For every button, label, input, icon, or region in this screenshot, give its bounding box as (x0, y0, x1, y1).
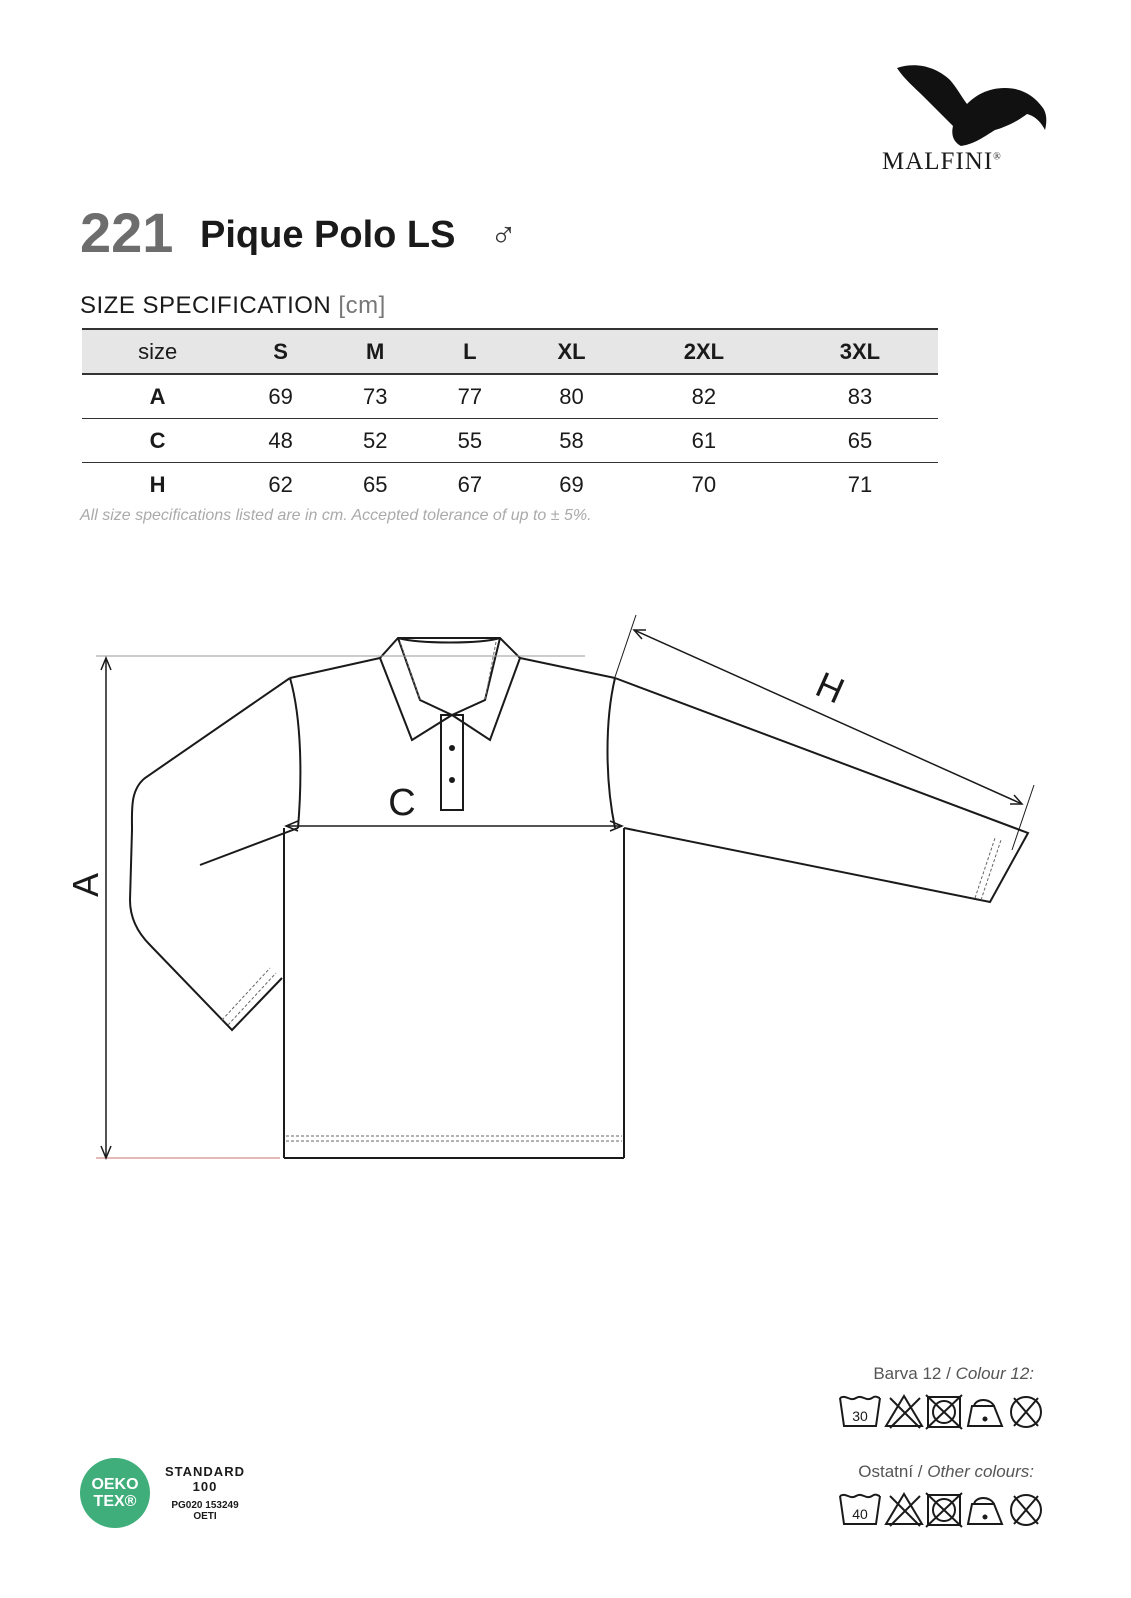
eagle-icon (895, 60, 1055, 150)
spec-unit: [cm] (338, 292, 386, 319)
column-header: size (138, 338, 178, 364)
size-table (82, 328, 938, 506)
care-colour12-label-cz: Barva 12 / (873, 1364, 956, 1383)
dimension-label-h: H (809, 663, 851, 712)
male-gender-icon: ♂ (490, 214, 517, 255)
column-header: XL (557, 338, 586, 364)
column-header: L (463, 338, 477, 364)
column-header: S (273, 338, 288, 364)
wash-tub-icon (840, 1495, 880, 1524)
row-label: C (149, 427, 166, 453)
table-cell: 83 (847, 383, 873, 409)
spec-heading (80, 292, 386, 320)
no-tumble-dry-icon (926, 1395, 962, 1429)
care-symbols-other (838, 1490, 1048, 1530)
dimension-lines (96, 615, 1034, 1158)
table-cell: 77 (457, 383, 483, 409)
table-row (82, 419, 938, 463)
spec-heading-text: SIZE SPECIFICATION (80, 292, 332, 319)
brand-logo (870, 60, 1060, 190)
table-cell: 80 (559, 383, 584, 409)
oeko-code (164, 1500, 246, 1522)
table-row (82, 463, 938, 507)
seam-stitching (222, 642, 1001, 1141)
table-cell: 82 (691, 383, 717, 409)
oeko-tex-badge (80, 1458, 150, 1528)
oeko-code-line2: OETI (193, 1511, 217, 1522)
product-name: Pique Polo LS (200, 214, 456, 256)
table-cell: 48 (268, 427, 293, 453)
care-symbols-colour12 (838, 1392, 1048, 1432)
table-cell: 69 (268, 383, 293, 409)
no-bleach-icon (886, 1494, 922, 1526)
dimension-label-a: A (65, 872, 106, 898)
table-row (82, 374, 938, 419)
product-number: 221 (80, 201, 174, 264)
table-cell: 52 (362, 427, 388, 453)
table-cell: 69 (559, 471, 584, 497)
no-tumble-dry-icon (926, 1493, 962, 1527)
oeko-line1: OEKO (91, 1476, 139, 1493)
row-label: H (149, 471, 166, 497)
care-colour12-label-en: Colour 12: (955, 1364, 1034, 1383)
table-cell: 55 (457, 427, 483, 453)
table-cell: 71 (847, 471, 873, 497)
wash-temp: 30 (852, 1408, 868, 1424)
column-header: 2XL (683, 338, 725, 364)
iron-icon (968, 1400, 1002, 1426)
size-table-header (82, 329, 938, 374)
tolerance-note: All size specifications listed are in cm. Accepted tolerance of up to ± 5%. (80, 507, 592, 524)
garment-drawing (0, 600, 1131, 1200)
button-icon (449, 777, 455, 783)
table-cell: 65 (847, 427, 873, 453)
column-header: 3XL (839, 338, 881, 364)
row-label: A (149, 383, 166, 409)
no-dry-clean-icon (1011, 1495, 1041, 1525)
no-bleach-icon (886, 1396, 922, 1428)
care-other-label-cz: Ostatní / (858, 1462, 928, 1481)
oeko-line2: TEX® (93, 1493, 137, 1510)
care-other-label (858, 1462, 1034, 1482)
table-cell: 61 (691, 427, 717, 453)
table-cell: 73 (362, 383, 388, 409)
care-other-label-en: Other colours: (927, 1462, 1034, 1481)
table-cell: 58 (559, 427, 584, 453)
iron-icon (968, 1498, 1002, 1524)
care-colour12-label (873, 1364, 1034, 1384)
oeko-code-line1: PG020 153249 (171, 1500, 239, 1511)
wash-temp: 40 (852, 1506, 868, 1522)
oeko-standard: STANDARD 100 (165, 1464, 245, 1494)
table-cell: 67 (457, 471, 483, 497)
brand-name: MALFINI® (882, 148, 1002, 175)
table-cell: 62 (268, 471, 293, 497)
dimension-label-c: C (388, 782, 416, 824)
column-header: M (366, 338, 385, 364)
no-dry-clean-icon (1011, 1397, 1041, 1427)
button-icon (449, 745, 455, 751)
polo-outline (130, 638, 1028, 1158)
wash-tub-icon (840, 1397, 880, 1426)
table-cell: 65 (362, 471, 388, 497)
placket-buttons (449, 745, 455, 783)
table-cell: 70 (691, 471, 717, 497)
